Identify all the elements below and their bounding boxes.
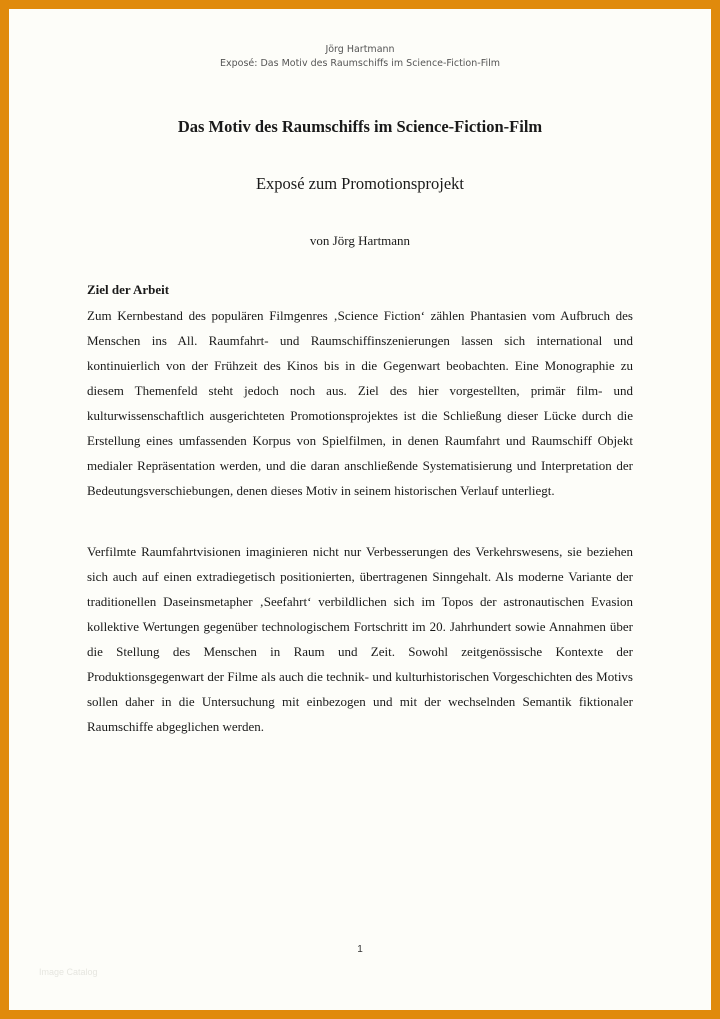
- document-title: Das Motiv des Raumschiffs im Science-Fiction-Film: [177, 117, 543, 136]
- watermark-text: Image Catalog: [39, 967, 98, 977]
- document-byline: von Jörg Hartmann: [309, 233, 411, 248]
- body-paragraph-2: Verfilmte Raumfahrtvisionen imaginieren nicht nur Verbesserungen des Verkehrswesens, sie beziehen sich auch auf einen extradiegetisch positionierten, übertragenen Sinngehalt. Als moderne Variante der traditionellen Daseinsmetapher ‚Seefahrt‘ verbildlichen sich im Topos der astronautischen Evasion kollektive Wertungen gegenüber technologischem Fortschritt im 20. Jahrhundert sowie Annahmen über die Stellung des Menschen in Raum und Zeit. Sowohl zeitgenössische Kontexte der Produktionsgegenwart der Filme als auch die technik- und kulturhistorischen Vorgeschichten des Motivs sollen daher in die Untersuchung mit einbezogen und mit der wechselnden Semantik fiktionaler Raumschiffe abgeglichen werden.: [87, 544, 633, 734]
- document-page: [9, 9, 711, 1010]
- header-running-title: Exposé: Das Motiv des Raumschiffs im Science-Fiction-Film: [219, 58, 501, 69]
- header-author: Jörg Hartmann: [325, 44, 395, 55]
- body-paragraph-1: Zum Kernbestand des populären Filmgenres ‚Science Fiction‘ zählen Phantasien vom Aufbruch des Menschen ins All. Raumfahrt- und Raumschiffinszenierungen lassen sich international und kontinuierlich von der Frühzeit des Kinos bis in die Gegenwart beobachten. Eine Monographie zu diesem Themenfeld steht jedoch noch aus. Ziel des hier vorgestellten, primär film- und kulturwissenschaftlich ausgerichteten Promotionsprojektes ist die Schließung dieser Lücke durch die Erstellung eines umfassenden Korpus von Spielfilmen, in denen Raumfahrt und Raumschiff Objekt medialer Repräsentation werden, und die daran anschließende Systematisierung und Interpretation der Bedeutungsverschiebungen, denen dieses Motiv in seinem historischen Verlauf unterliegt.: [87, 308, 633, 498]
- document-subtitle: Exposé zum Promotionsprojekt: [255, 174, 465, 193]
- running-header: [9, 43, 711, 71]
- section-heading: Ziel der Arbeit: [87, 282, 170, 297]
- page-number: 1: [357, 944, 363, 955]
